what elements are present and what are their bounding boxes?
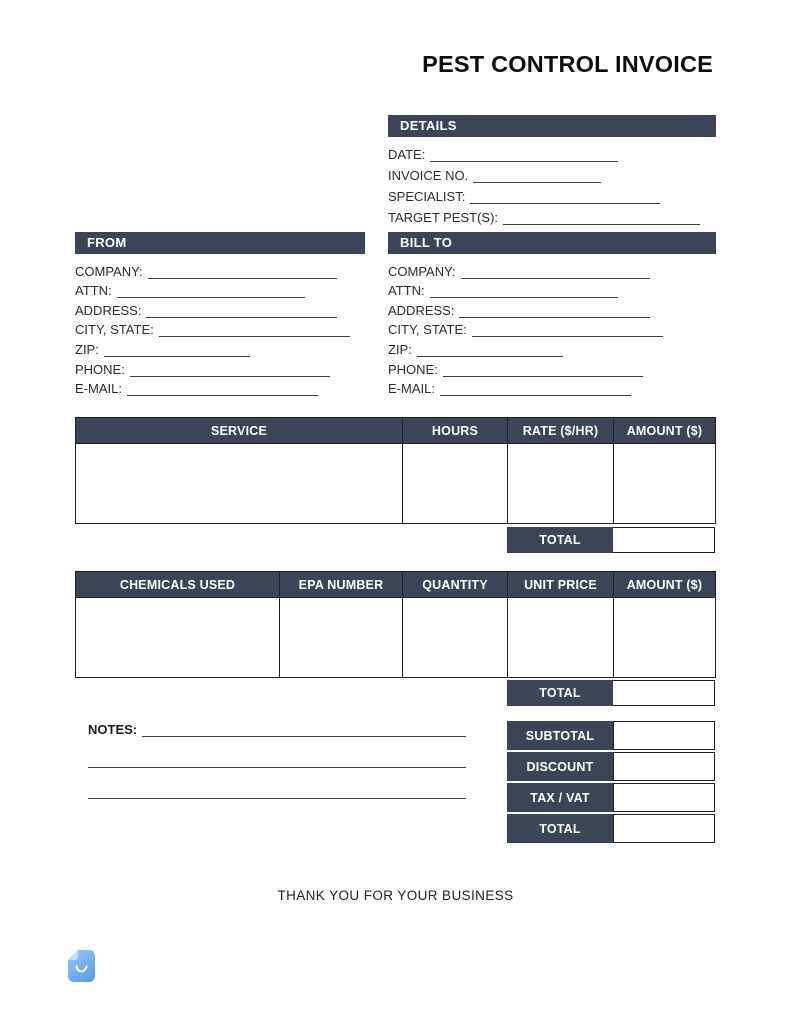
detail-field-invoice-no: [388, 162, 716, 183]
notes-line-2[interactable]: [88, 737, 466, 768]
rate-cell[interactable]: [508, 444, 614, 524]
col-header-amount: AMOUNT ($): [614, 418, 716, 444]
epa-number-cell[interactable]: [280, 598, 403, 678]
from-field-attn: [75, 279, 365, 299]
smiling-document-logo-icon: [68, 950, 95, 982]
bill-to-email-input-line[interactable]: [440, 383, 631, 396]
page-title: PEST CONTROL INVOICE: [422, 51, 713, 77]
field-label: E-MAIL:: [75, 381, 122, 397]
details-section: [388, 115, 716, 225]
col-header-hours: HOURS: [403, 418, 508, 444]
amount-cell[interactable]: [614, 444, 716, 524]
bill-to-field-phone: [388, 357, 716, 377]
service-total-row: [507, 527, 715, 553]
chemicals-cell[interactable]: [76, 598, 280, 678]
target-pests-input-line[interactable]: [503, 212, 700, 225]
chemicals-total-value[interactable]: [613, 680, 715, 706]
col-header-unit-price: UNIT PRICE: [508, 572, 614, 598]
summary-row-discount: [507, 752, 715, 781]
summary-row-subtotal: [507, 721, 715, 750]
bill-to-address-input-line[interactable]: [459, 305, 650, 318]
col-header-amount: AMOUNT ($): [614, 572, 716, 598]
field-label: ATTN:: [75, 283, 112, 299]
field-label: PHONE:: [388, 361, 438, 377]
from-city-state-input-line[interactable]: [159, 324, 350, 337]
grand-total-label: TOTAL: [507, 814, 613, 843]
detail-field-target-pests: [388, 204, 716, 225]
from-field-email: [75, 377, 365, 397]
from-field-address: [75, 298, 365, 318]
notes-line-3[interactable]: [88, 768, 466, 799]
from-company-input-line[interactable]: [148, 266, 337, 279]
thank-you-message: THANK YOU FOR YOUR BUSINESS: [277, 888, 514, 903]
details-heading: DETAILS: [388, 115, 716, 137]
summary-row-total: [507, 814, 715, 843]
field-label: E-MAIL:: [388, 381, 435, 397]
field-label: DATE:: [388, 147, 426, 162]
summary-row-tax-vat: [507, 783, 715, 812]
detail-field-specialist: [388, 183, 716, 204]
field-label: COMPANY:: [388, 263, 456, 279]
bill-to-company-input-line[interactable]: [461, 266, 650, 279]
table-row: [76, 444, 716, 524]
notes-label: NOTES:: [88, 722, 138, 737]
discount-value[interactable]: [613, 752, 715, 781]
from-field-zip: [75, 337, 365, 357]
specialist-input-line[interactable]: [470, 191, 660, 204]
chemicals-total-row: [507, 680, 715, 706]
detail-field-date: [388, 141, 716, 162]
bill-to-heading: BILL TO: [388, 232, 716, 254]
field-label: COMPANY:: [75, 263, 143, 279]
bill-to-zip-input-line[interactable]: [417, 344, 563, 357]
service-total-value[interactable]: [613, 527, 715, 553]
bill-to-field-attn: [388, 279, 716, 299]
amount-cell[interactable]: [614, 598, 716, 678]
service-table: [75, 417, 716, 524]
bill-to-field-address: [388, 298, 716, 318]
bill-to-attn-input-line[interactable]: [430, 285, 618, 298]
service-total-label: TOTAL: [507, 527, 613, 553]
bill-to-section: [388, 232, 716, 396]
col-header-chemicals-used: CHEMICALS USED: [76, 572, 280, 598]
col-header-service: SERVICE: [76, 418, 403, 444]
bill-to-field-zip: [388, 337, 716, 357]
from-section: [75, 232, 365, 396]
field-label: TARGET PEST(S):: [388, 210, 499, 225]
summary-table: [507, 721, 715, 843]
quantity-cell[interactable]: [403, 598, 508, 678]
bill-to-city-state-input-line[interactable]: [472, 324, 663, 337]
from-phone-input-line[interactable]: [130, 364, 330, 377]
from-field-company: [75, 259, 365, 279]
field-label: ZIP:: [388, 341, 412, 357]
discount-label: DISCOUNT: [507, 752, 613, 781]
tax-vat-value[interactable]: [613, 783, 715, 812]
from-address-input-line[interactable]: [146, 305, 337, 318]
field-label: ADDRESS:: [388, 302, 455, 318]
subtotal-value[interactable]: [613, 721, 715, 750]
field-label: ADDRESS:: [75, 302, 142, 318]
bill-to-field-company: [388, 259, 716, 279]
table-row: [76, 598, 716, 678]
unit-price-cell[interactable]: [508, 598, 614, 678]
invoice-no-input-line[interactable]: [473, 170, 601, 183]
field-label: INVOICE NO.: [388, 168, 469, 183]
from-field-city-state: [75, 318, 365, 338]
col-header-rate: RATE ($/HR): [508, 418, 614, 444]
notes-line-1[interactable]: [142, 724, 466, 737]
col-header-quantity: QUANTITY: [403, 572, 508, 598]
bill-to-field-email: [388, 377, 716, 397]
chemicals-total-label: TOTAL: [507, 680, 613, 706]
subtotal-label: SUBTOTAL: [507, 721, 613, 750]
notes-section: [88, 721, 466, 799]
tax-vat-label: TAX / VAT: [507, 783, 613, 812]
field-label: SPECIALIST:: [388, 189, 466, 204]
date-input-line[interactable]: [430, 149, 618, 162]
from-zip-input-line[interactable]: [104, 344, 250, 357]
from-attn-input-line[interactable]: [117, 285, 305, 298]
from-email-input-line[interactable]: [127, 383, 318, 396]
from-field-phone: [75, 357, 365, 377]
field-label: ATTN:: [388, 283, 425, 299]
notes-row: [88, 721, 466, 737]
field-label: PHONE:: [75, 361, 125, 377]
field-label: CITY, STATE:: [75, 322, 154, 338]
hours-cell[interactable]: [403, 444, 508, 524]
bill-to-phone-input-line[interactable]: [443, 364, 643, 377]
field-label: ZIP:: [75, 341, 99, 357]
field-label: CITY, STATE:: [388, 322, 467, 338]
chemicals-table: [75, 571, 716, 678]
service-cell[interactable]: [76, 444, 403, 524]
grand-total-value[interactable]: [613, 814, 715, 843]
bill-to-field-city-state: [388, 318, 716, 338]
col-header-epa-number: EPA NUMBER: [280, 572, 403, 598]
from-heading: FROM: [75, 232, 365, 254]
